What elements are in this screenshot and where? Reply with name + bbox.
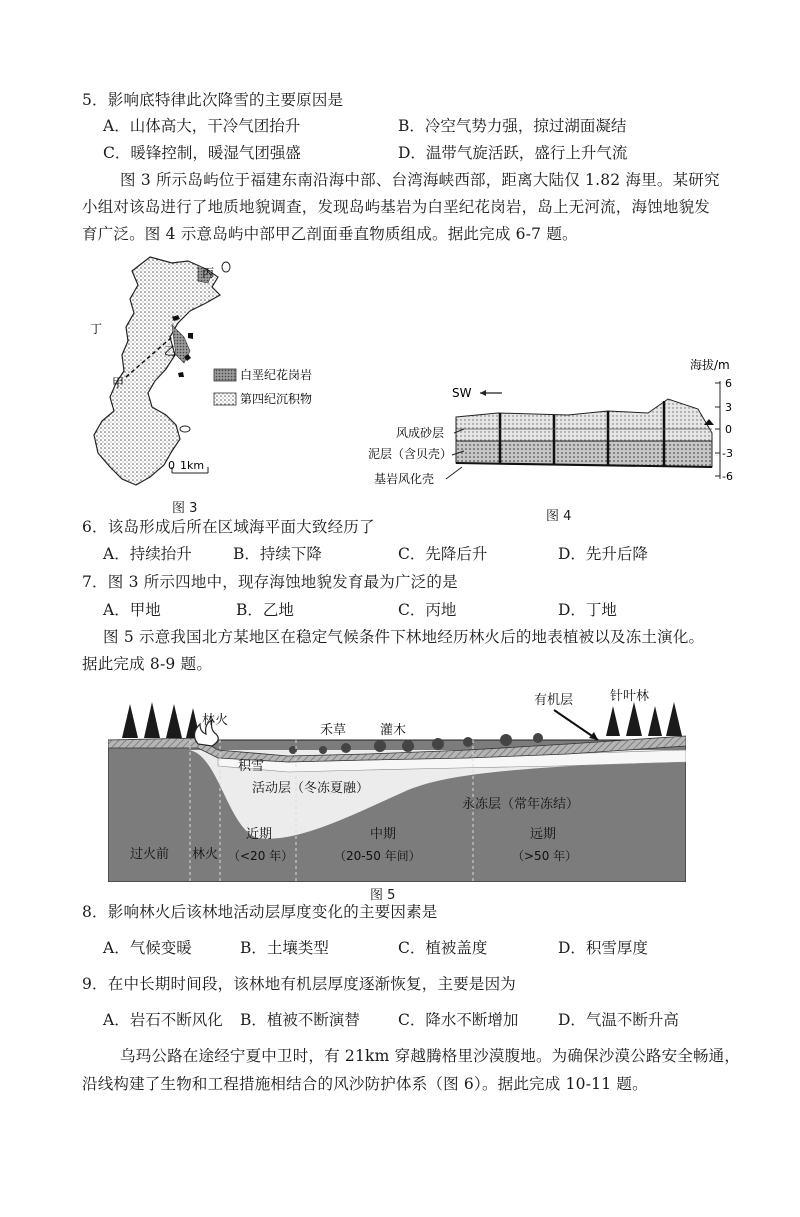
legend-granite: 白垩纪花岗岩 [240,368,313,382]
tick-neg6: -6 [722,470,733,483]
question-5-stem: 5．影响底特律此次降雪的主要原因是 [82,91,344,109]
question-6-stem: 6．该岛形成后所在区域海平面大致经历了 [82,518,375,536]
stage-near-years: （<20 年） [228,849,294,863]
label-organic: 有机层 [534,693,574,708]
q9-option-c: C．降水不断增加 [398,1011,519,1029]
tick-neg3: -3 [722,447,733,460]
q8-option-d: D．积雪厚度 [558,939,648,957]
layer-mud: 泥层（含贝壳） [368,447,453,461]
stage-before: 过火前 [130,847,170,862]
label-conifer: 针叶林 [610,689,650,704]
intro-1-line-3: 育广泛。图 4 示意岛屿中部甲乙剖面垂直物质组成。据此完成 6-7 题。 [82,225,578,243]
label-ding: 丁 [90,322,103,336]
q7-option-c: C．丙地 [398,601,457,619]
figure-3-map [80,255,360,500]
stage-far-years: （>50 年） [512,849,578,863]
label-yi: 乙 [164,344,177,358]
sand-layer [456,399,712,447]
q5-option-b: B．冷空气势力强，掠过湖面凝结 [398,117,627,135]
layer-aeolian-sand: 风成砂层 [396,426,445,440]
label-shrub: 灌木 [380,723,407,738]
question-7-stem: 7．图 3 所示四地中，现存海蚀地貌发育最为广泛的是 [82,573,458,591]
q6-option-a: A．持续抬升 [103,545,192,563]
intro-2-line-2: 据此完成 8-9 题。 [82,655,213,673]
q7-option-b: B．乙地 [236,601,294,619]
axis-title: 海拔/m [690,358,730,372]
direction-label: SW [452,386,472,400]
q7-option-d: D．丁地 [558,601,617,619]
q6-option-d: D．先升后降 [558,545,648,563]
label-jia: 甲 [112,376,125,390]
figure-4-profile [368,355,748,495]
q9-option-d: D．气温不断升高 [558,1011,679,1029]
legend-sediment: 第四纪沉积物 [240,392,313,406]
figure-5-caption: 图 5 [370,888,396,903]
conifers-right [606,702,682,736]
q5-option-a: A．山体高大，干冷气团抬升 [103,117,301,135]
label-grass: 禾草 [320,723,347,738]
q6-option-c: C．先降后升 [398,545,488,563]
q5-option-d: D．温带气旋活跃，盛行上升气流 [398,144,628,162]
q8-option-a: A．气候变暖 [103,939,192,957]
tick-6: 6 [725,377,732,390]
question-9-stem: 9．在中长期时间段，该林地有机层厚度逐渐恢复，主要是因为 [82,975,516,993]
stage-mid-years: （20-50 年间） [334,849,421,863]
scale-unit: 1km [180,459,205,472]
label-snow: 积雪 [238,759,265,774]
label-active-layer: 活动层（冬冻夏融） [252,781,370,796]
intro-2-line-1: 图 5 示意我国北方某地区在稳定气候条件下林地经历林火后的地表植被以及冻土演化。 [103,628,705,646]
q8-option-b: B．土壤类型 [240,939,329,957]
q9-option-a: A．岩石不断风化 [103,1011,223,1029]
q7-option-a: A．甲地 [103,601,161,619]
stage-near: 近期 [246,827,273,842]
figure-3-caption: 图 3 [172,501,198,516]
scale-zero: 0 [168,459,175,472]
layer-weathered-crust: 基岩风化壳 [374,472,435,486]
label-fire: 林火 [202,713,229,728]
stage-mid: 中期 [370,827,397,842]
intro-1-line-1: 图 3 所示岛屿位于福建东南沿海中部、台湾海峡西部，距离大陆仅 1.82 海里。某研究 [120,171,720,189]
intro-3-line-2: 沿线构建了生物和工程措施相结合的风沙防护体系（图 6）。据此完成 10-11 题。 [82,1075,648,1093]
q9-option-b: B．植被不断演替 [240,1011,360,1029]
tick-0: 0 [725,423,732,436]
intro-1-line-2: 小组对该岛进行了地质地貌调查，发现岛屿基岩为白垩纪花岗岩，岛上无河流，海蚀地貌发 [82,198,711,216]
figure-4-caption: 图 4 [546,509,572,524]
question-8-stem: 8．影响林火后该林地活动层厚度变化的主要因素是 [82,903,438,921]
island-outline [94,257,220,485]
label-bing: 丙 [202,266,215,280]
intro-3-line-1: 乌玛公路在途经宁夏中卫时，有 21km 穿越腾格里沙漠腹地。为确保沙漠公路安全畅通， [120,1047,741,1065]
q8-option-c: C．植被盖度 [398,939,488,957]
q6-option-b: B．持续下降 [233,545,322,563]
label-permafrost: 永冻层（常年冻结） [462,797,580,812]
stage-fire: 林火 [192,847,219,862]
tick-3: 3 [725,401,732,414]
figure-5-diagram [108,680,686,882]
stage-far: 远期 [530,827,557,842]
q5-option-c: C．暖锋控制，暖湿气团强盛 [103,144,301,162]
conifers-left [122,702,200,738]
